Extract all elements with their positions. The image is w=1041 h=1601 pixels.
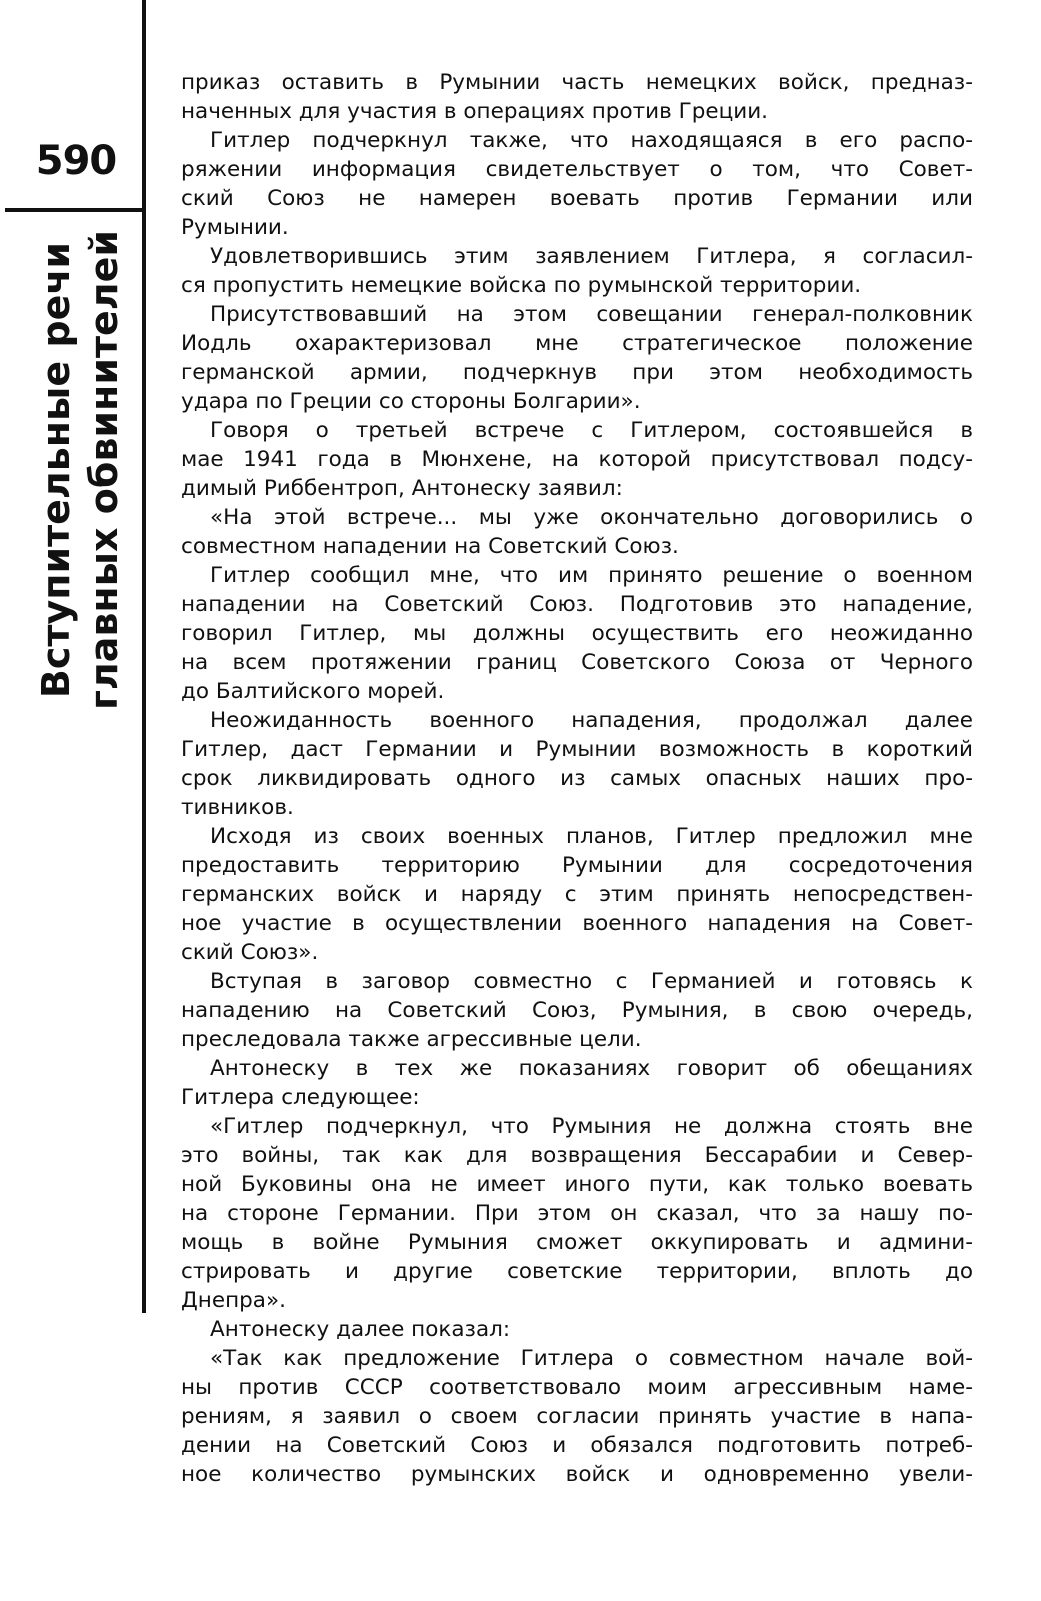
text-line: Вступая в заговор совместно с Германией и готовясь к — [210, 969, 973, 994]
text-line: Антонеску в тех же показаниях говорит об обещаниях — [210, 1056, 973, 1081]
text-line: Гитлер подчеркнул также, что находящаяся в его распо- — [210, 128, 973, 153]
text-line: удара по Греции со стороны Болгарии». — [181, 389, 641, 414]
body-text — [181, 68, 973, 1489]
text-line: ский Союз не намерен воевать против Германии или — [181, 186, 973, 211]
text-line: ся пропустить немецкие войска по румынской территории. — [181, 273, 862, 298]
text-line: приказ оставить в Румынии часть немецких войск, предназ- — [181, 70, 973, 95]
text-line: ны против СССР соответствовало моим агрессивным наме- — [181, 1375, 973, 1400]
text-line: «Гитлер подчеркнул, что Румыния не должна стоять вне — [210, 1114, 973, 1139]
running-title-line-2: главных обвинителей — [82, 230, 126, 710]
text-line: Присутствовавший на этом совещании генерал-полковник — [210, 302, 973, 327]
text-line: Иодль охарактеризовал мне стратегическое положение — [181, 331, 973, 356]
text-line: дении на Советский Союз и обязался подготовить потреб- — [181, 1433, 973, 1458]
text-line: Исходя из своих военных планов, Гитлер предложил мне — [210, 824, 973, 849]
text-line: ной Буковины она не имеет иного пути, как только воевать — [181, 1172, 973, 1197]
text-line: ное участие в осуществлении военного нападения на Совет- — [181, 911, 973, 936]
margin-horizontal-rule — [5, 208, 146, 212]
text-line: Говоря о третьей встрече с Гитлером, состоявшейся в — [210, 418, 973, 443]
text-line: димый Риббентроп, Антонеску заявил: — [181, 476, 623, 501]
running-title-line-1: Вступительные речи — [34, 241, 78, 699]
text-line: нападению на Советский Союз, Румыния, в свою очередь, — [181, 998, 973, 1023]
text-line: на всем протяжении границ Советского Союза от Черного — [181, 650, 973, 675]
text-line: германской армии, подчеркнув при этом необходимость — [181, 360, 973, 385]
text-line: мае 1941 года в Мюнхене, на которой присутствовал подсу- — [181, 447, 973, 472]
margin-vertical-rule — [142, 0, 146, 1313]
text-line: наченных для участия в операциях против Греции. — [181, 99, 768, 124]
text-line: мощь в войне Румыния сможет оккупировать и админи- — [181, 1230, 973, 1255]
text-line: предоставить территорию Румынии для сосредоточения — [181, 853, 973, 878]
text-line: Гитлер, даст Германии и Румынии возможность в короткий — [181, 737, 973, 762]
page-number: 590 — [35, 138, 117, 184]
text-line: «На этой встрече... мы уже окончательно договорились о — [210, 505, 973, 530]
text-line: Гитлера следующее: — [181, 1085, 420, 1110]
text-line: нападении на Советский Союз. Подготовив это нападение, — [181, 592, 973, 617]
text-line: ное количество румынских войск и одновременно увели- — [181, 1462, 973, 1487]
text-line: Днепра». — [181, 1288, 286, 1313]
text-line: рениям, я заявил о своем согласии принять участие в напа- — [181, 1404, 973, 1429]
text-line: «Так как предложение Гитлера о совместном начале вой- — [210, 1346, 973, 1371]
text-line: Удовлетворившись этим заявлением Гитлера, я согласил- — [210, 244, 973, 269]
text-line: говорил Гитлер, мы должны осуществить его неожиданно — [181, 621, 973, 646]
text-line: срок ликвидировать одного из самых опасных наших про- — [181, 766, 973, 791]
text-line: Румынии. — [181, 215, 289, 240]
text-line: тивников. — [181, 795, 294, 820]
text-line: ский Союз». — [181, 940, 319, 965]
text-line: до Балтийского морей. — [181, 679, 445, 704]
text-line: это войны, так как для возвращения Бессарабии и Север- — [181, 1143, 973, 1168]
text-line: Антонеску далее показал: — [210, 1317, 511, 1342]
text-line: преследовала также агрессивные цели. — [181, 1027, 642, 1052]
text-line: Неожиданность военного нападения, продолжал далее — [210, 708, 973, 733]
text-line: совместном нападении на Советский Союз. — [181, 534, 679, 559]
text-line: германских войск и наряду с этим принять непосредствен- — [181, 882, 973, 907]
text-line: ряжении информация свидетельствует о том, что Совет- — [181, 157, 973, 182]
text-line: Гитлер сообщил мне, что им принято решение о военном — [210, 563, 973, 588]
text-line: стрировать и другие советские территории, вплоть до — [181, 1259, 973, 1284]
text-line: на стороне Германии. При этом он сказал, что за нашу по- — [181, 1201, 973, 1226]
